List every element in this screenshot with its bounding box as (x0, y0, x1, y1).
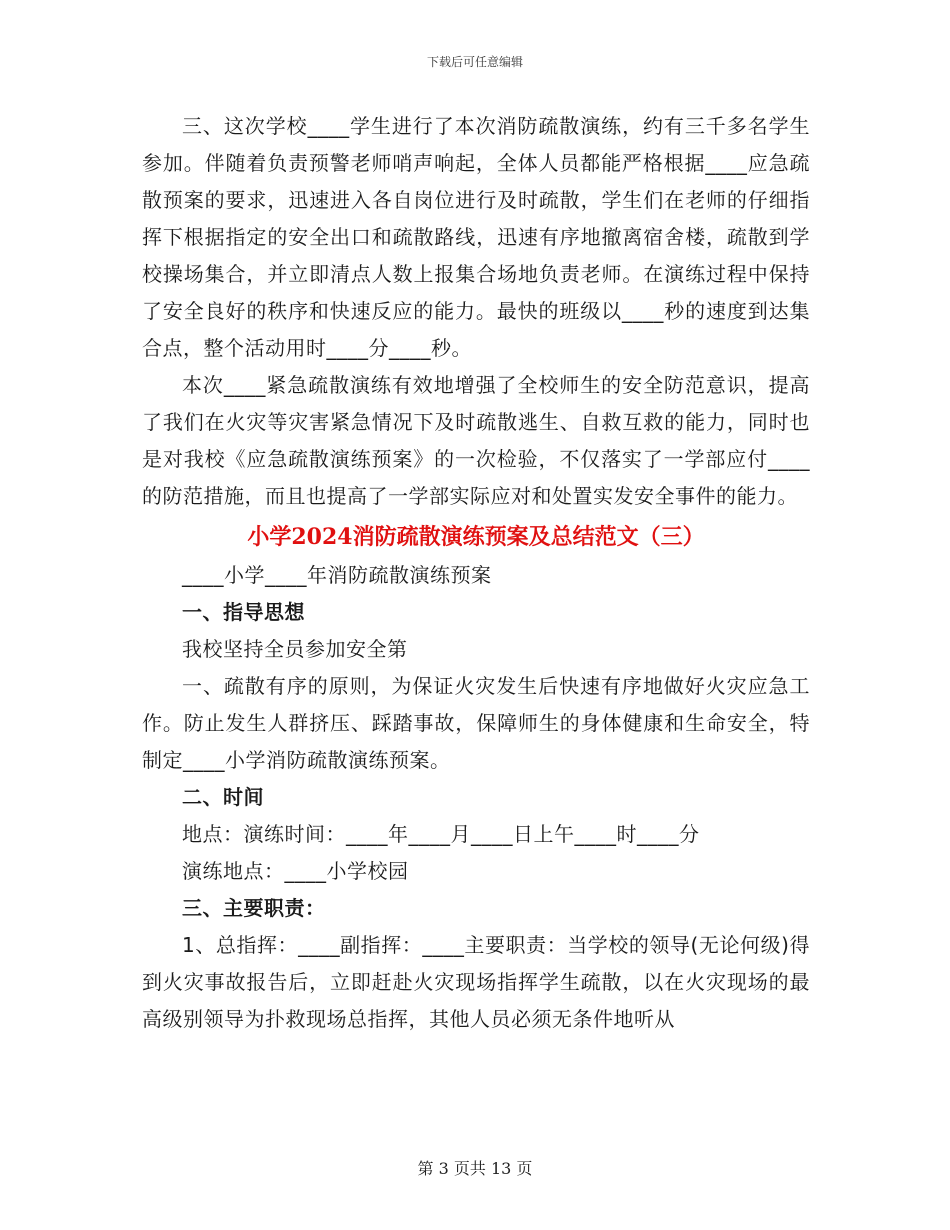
line-drill-time: 地点：演练时间：____年____月____日上午____时____分 (182, 822, 700, 846)
heading-responsibilities: 三、主要职责： (182, 896, 326, 920)
document-body (142, 108, 810, 1038)
paragraph-evacuation-principle: 一、疏散有序的原则，为保证火灾发生后快速有序地做好火灾应急工作。防止发生人群挤压、踩踏事故，保障师生的身体健康和生命安全，特制定____小学消防疏散演练预案。 (142, 674, 810, 772)
heading-time: 二、时间 (182, 785, 264, 809)
paragraph-commander-duties: 1、总指挥：____副指挥：____主要职责：当学校的领导(无论何级)得到火灾事故报告后，立即赶赴火灾现场指挥学生疏散，以在火灾现场的最高级别领导为扑救现场总指挥，其他人员必须无条件地听从 (142, 933, 810, 1031)
line-drill-location: 演练地点：____小学校园 (182, 859, 409, 883)
plan-subtitle: ____小学____年消防疏散演练预案 (182, 563, 492, 587)
section-title: 小学2024消防疏散演练预案及总结范文（三） (247, 524, 705, 550)
page-header: 下载后可任意编辑 (426, 55, 523, 69)
paragraph-drill-summary: 三、这次学校____学生进行了本次消防疏散演练，约有三千多名学生参加。伴随着负责预警老师哨声响起，全体人员都能严格根据____应急疏散预案的要求，迅速进入各自岗位进行及时疏散，学生们在老师的仔细指挥下根据指定的安全出口和疏散路线，迅速有序地撤离宿舍楼，疏散到学校操场集合，并立即清点人数上报集合场地负责老师。在演练过程中保持了安全良好的秩序和快速反应的能力。最快的班级以____秒的速度到达集合点，整个活动用时____分____秒。 (142, 114, 810, 360)
paragraph-drill-effect: 本次____紧急疏散演练有效地增强了全校师生的安全防范意识，提高了我们在火灾等灾害紧急情况下及时疏散逃生、自救互救的能力，同时也是对我校《应急疏散演练预案》的一次检验，不仅落实了一学部应付____的防范措施，而且也提高了一学部实际应对和处置实发安全事件的能力。 (142, 373, 810, 508)
page-footer: 第 3 页共 13 页 (417, 1159, 533, 1178)
line-safety-first: 我校坚持全员参加安全第 (182, 637, 408, 661)
heading-guiding-idea: 一、指导思想 (182, 600, 305, 624)
